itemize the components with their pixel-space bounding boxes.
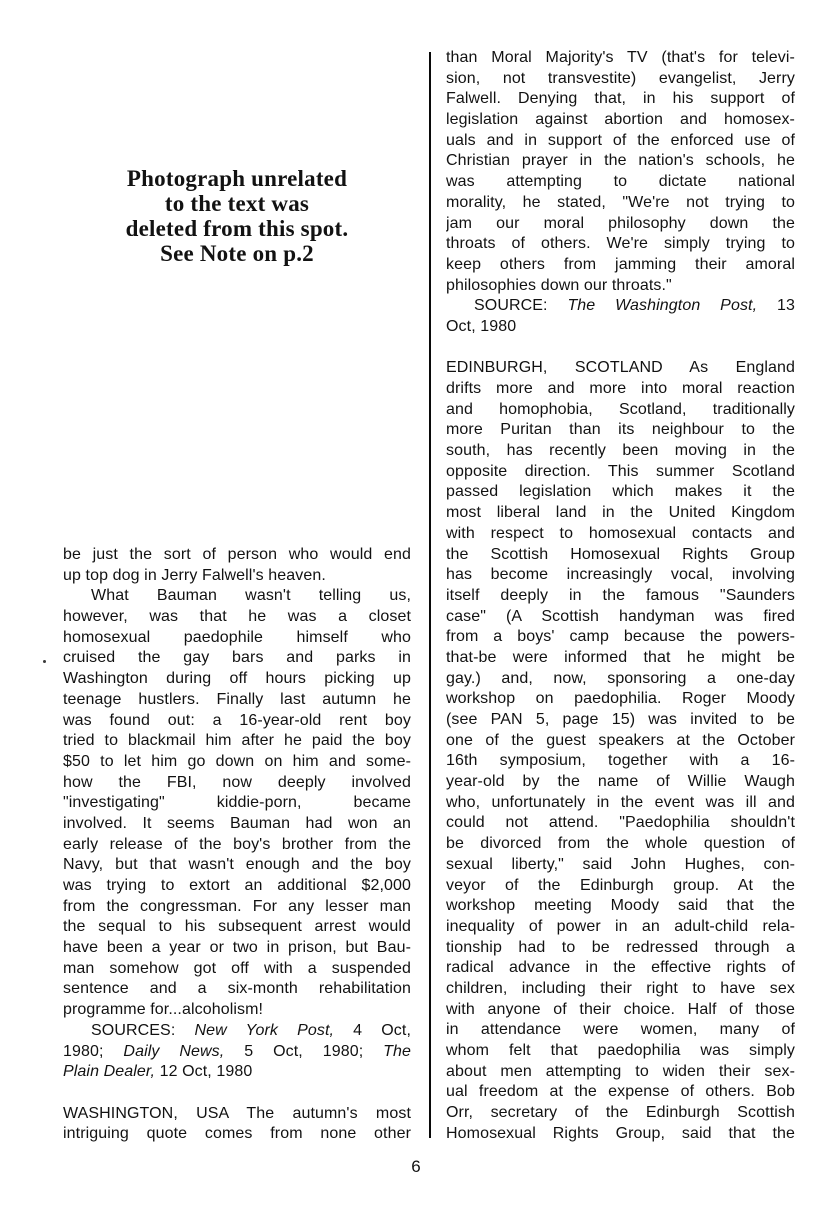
text-line [446,338,795,359]
text-line: passed legislation which makes it the [446,483,795,501]
text-line: year-old by the name of Willie Waugh [446,773,795,791]
text-line: Oct, 1980 [446,317,517,335]
text-line: EDINBURGH, SCOTLAND As England [446,359,795,377]
text-line: south, has recently been moving in the [446,442,795,460]
text-line: programme for...alcoholism! [63,1001,264,1019]
text-line: with anyone of their choice. Half of those [446,1000,795,1018]
text-line: have been a year or two in prison, but Bau- [63,939,411,957]
text-line: sentence and a six-month rehabilitation [63,980,411,998]
text-line: $50 to let him go down on him and some- [63,752,411,770]
text-line: case" (A Scottish handyman was fired [446,607,795,625]
notice-line: See Note on p.2 [160,241,314,266]
text-line: children, including their right to have sex [446,979,795,997]
text-line: whom felt that paedophilia was simply [446,1042,795,1059]
text-line: Navy, but that wasn't enough and the boy [63,856,411,874]
text-line: uals and in support of the enforced use of [446,131,795,149]
text-line: gay.) and, now, sponsoring a one-day [446,669,795,687]
text-line: drifts more and more into moral reaction [446,380,795,397]
text-line: teenage hustlers. Finally last autumn he [63,690,411,708]
text-line: could not attend. "Paedophilia shouldn't [446,814,795,832]
text-line: in attendance were women, many of [446,1021,795,1039]
text-line: how the FBI, now deeply involved [63,773,411,791]
text-line: SOURCES: New York Post, 4 Oct, [91,1021,411,1039]
text-line: Homosexual Rights Group, said that the [446,1124,795,1142]
text-line: keep others from jamming their amoral [446,255,795,273]
text-line: Washington during off hours picking up [63,670,411,688]
text-line: however, was that he was a closet [63,608,411,626]
text-line: (see PAN 5, page 15) was invited to be [446,711,795,728]
text-line: cruised the gay bars and parks in [63,649,411,667]
text-line: tionship had to be redressed through a [446,938,795,956]
text-line [63,1083,411,1104]
text-line: early release of the boy's brother from the [63,835,411,853]
text-line: be just the sort of person who would end [63,546,411,563]
text-line: veyor of the Edinburgh group. At the [446,876,795,894]
text-line: What Bauman wasn't telling us, [91,587,411,605]
text-line: 16th symposium, together with a 16- [446,752,795,770]
text-line: Falwell. Denying that, in his support of [446,90,795,108]
text-line: jam our moral philosophy down the [446,214,795,232]
text-line: sexual liberty," said John Hughes, con- [446,855,795,873]
text-line: Plain Dealer, 12 Oct, 1980 [63,1063,253,1081]
notice-line: to the text was [164,191,310,216]
text-line: sion, not transvestite) evangelist, Jerry [446,69,795,87]
text-line: the sequal to his subsequent arrest would [63,918,411,936]
deleted-photo-notice [63,166,411,266]
text-line: and homophobia, Scotland, traditionally [446,400,795,418]
text-line: "investigating" kiddie-porn, became [63,794,411,812]
text-line: homosexual paedophile himself who [63,628,411,646]
text-line: workshop on paedophilia. Roger Moody [446,690,795,708]
text-line: ual freedom at the expense of others. Bob [446,1083,795,1101]
column-divider [429,52,431,1138]
text-line: that-be were informed that he might be [446,648,795,666]
text-line: was trying to extort an additional $2,000 [63,877,411,894]
notice-line: Photograph unrelated [126,166,348,191]
text-line: from the congressman. For any lesser man [63,897,411,915]
text-line: from a boys' camp because the powers- [446,628,795,646]
scan-artifact-dot [43,660,46,663]
text-line: was found out: a 16-year-old rent boy [63,711,411,729]
text-line: has become increasingly vocal, involving [446,566,795,584]
text-line: man somehow got off with a suspended [63,959,411,977]
text-line: Orr, secretary of the Edinburgh Scottish [446,1104,795,1122]
text-line: be divorced from the whole question of [446,835,795,853]
right-column [446,48,795,1144]
text-line: was attempting to dictate national [446,173,795,191]
text-line: radical advance in the effective rights of [446,959,795,977]
left-column [63,545,411,1145]
text-line: opposite direction. This summer Scotland [446,462,795,480]
text-line: legislation against abortion and homosex- [446,111,795,129]
text-line: than Moral Majority's TV (that's for televi- [446,49,795,66]
text-line: throats of others. We're simply trying to [446,235,795,253]
notice-line: deleted from this spot. [125,216,349,241]
text-line: intriguing quote comes from none other [63,1125,411,1143]
text-line: inequality of power in an adult-child rela- [446,917,795,935]
text-line: morality, he stated, "We're not trying to [446,193,795,211]
text-line: Christian prayer in the nation's schools, he [446,152,795,170]
text-line: SOURCE: The Washington Post, 13 [474,297,795,315]
page-number: 6 [411,1157,421,1176]
text-line: itself deeply in the famous "Saunders [446,586,795,604]
text-line: more Puritan than its neighbour to the [446,421,795,439]
text-line: workshop meeting Moody said that the [446,897,795,915]
text-line: the Scottish Homosexual Rights Group [446,545,795,563]
text-line: who, unfortunately in the event was ill and [446,793,795,811]
text-line: one of the guest speakers at the October [446,731,795,749]
text-line: involved. It seems Bauman had won an [63,814,411,832]
text-line: tried to blackmail him after he paid the boy [63,732,411,750]
text-line: WASHINGTON, USA The autumn's most [63,1104,411,1122]
text-line: with respect to homosexual contacts and [446,524,795,542]
text-line: 1980; Daily News, 5 Oct, 1980; The [63,1042,411,1060]
text-line: philosophies down our throats." [446,276,672,294]
text-line: up top dog in Jerry Falwell's heaven. [63,566,326,584]
text-line: about men attempting to widen their sex- [446,1062,795,1080]
text-line: most liberal land in the United Kingdom [446,504,795,522]
